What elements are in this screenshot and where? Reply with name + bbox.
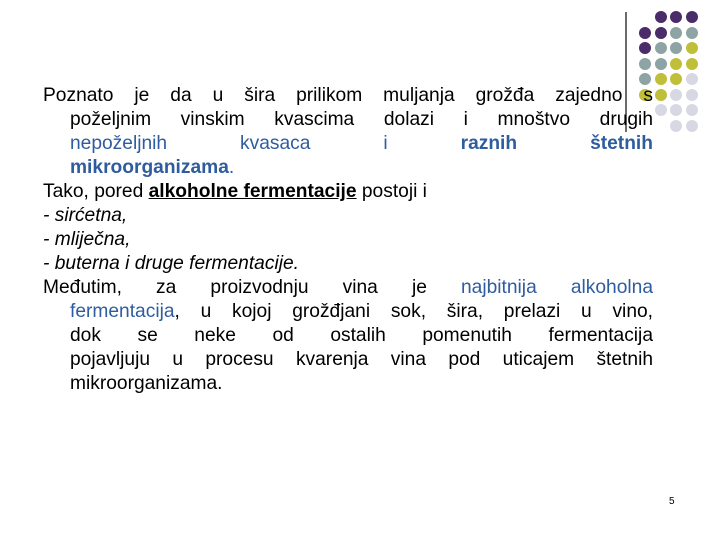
p1-line-3	[43, 132, 653, 156]
decorative-dot	[639, 42, 651, 54]
decorative-dot	[686, 120, 698, 132]
decorative-dot	[686, 58, 698, 70]
word-kvasaca: kvasaca	[240, 133, 311, 154]
decorative-dot	[670, 58, 682, 70]
decorative-dot	[655, 89, 667, 101]
word-i: i	[383, 133, 388, 154]
decorative-dot	[639, 27, 651, 39]
decorative-dot	[670, 73, 682, 85]
slide-body	[43, 84, 653, 396]
page-number: 5	[669, 496, 675, 507]
list-item-sircetna: - sirćetna,	[43, 205, 128, 226]
decorative-dot	[670, 11, 682, 23]
paragraph-3	[43, 276, 653, 396]
paragraph-1	[43, 84, 653, 180]
p3-line-4: pojavljuju u procesu kvarenja vina pod uticajem štetnih	[70, 349, 653, 370]
p1-line-2: poželjnim vinskim kvascima dolazi i mnoštvo drugih	[70, 109, 653, 130]
p3-line2-blue: fermentacija	[70, 301, 175, 322]
p3-line2-rest: , u kojoj grožđjani sok, šira, prelazi u vino,	[174, 301, 653, 322]
p1-line-1: Poznato je da u šira prilikom muljanja grožđa zajedno s	[43, 85, 653, 106]
p3-line-1	[43, 276, 653, 300]
p1-period: .	[228, 157, 235, 178]
paragraph-2	[43, 180, 653, 204]
word-mikroorganizama: mikroorganizama	[70, 157, 229, 178]
decorative-dot	[655, 27, 667, 39]
decorative-dot	[670, 104, 682, 116]
p2-suffix: postoji i	[356, 181, 427, 202]
decorative-dot	[655, 58, 667, 70]
decorative-dot	[686, 89, 698, 101]
word-raznih: raznih	[460, 133, 518, 154]
decorative-dot	[686, 73, 698, 85]
p2-emphasis: alkoholne fermentacije	[148, 181, 357, 202]
p3-line-3: dok se neke od ostalih pomenutih fermentacija	[70, 325, 653, 346]
decorative-dot	[670, 27, 682, 39]
list-item-mlijecna: - mliječna,	[43, 229, 131, 250]
word-stetnih: štetnih	[590, 133, 653, 154]
decorative-dot	[686, 42, 698, 54]
p1-line-4	[43, 156, 653, 180]
list-item-buterna: - buterna i druge fermentacije.	[43, 253, 299, 274]
decorative-dot	[686, 11, 698, 23]
decorative-dot	[639, 58, 651, 70]
decorative-dot	[670, 42, 682, 54]
p3-line-2	[43, 300, 653, 324]
decorative-dot	[655, 73, 667, 85]
p3-line-5: mikroorganizama.	[70, 373, 223, 394]
decorative-dot	[655, 104, 667, 116]
decorative-dot	[686, 104, 698, 116]
decorative-dot	[670, 89, 682, 101]
p3-line1-prefix: Međutim, za proizvodnju vina je	[43, 277, 461, 298]
p2-prefix: Tako, pored	[43, 181, 149, 202]
decorative-dot	[655, 42, 667, 54]
word-nepozeljnih: nepoželjnih	[70, 133, 168, 154]
p3-line1-blue: najbitnija alkoholna	[461, 277, 653, 298]
decorative-dot	[686, 27, 698, 39]
decorative-dot	[655, 11, 667, 23]
decorative-dot	[670, 120, 682, 132]
